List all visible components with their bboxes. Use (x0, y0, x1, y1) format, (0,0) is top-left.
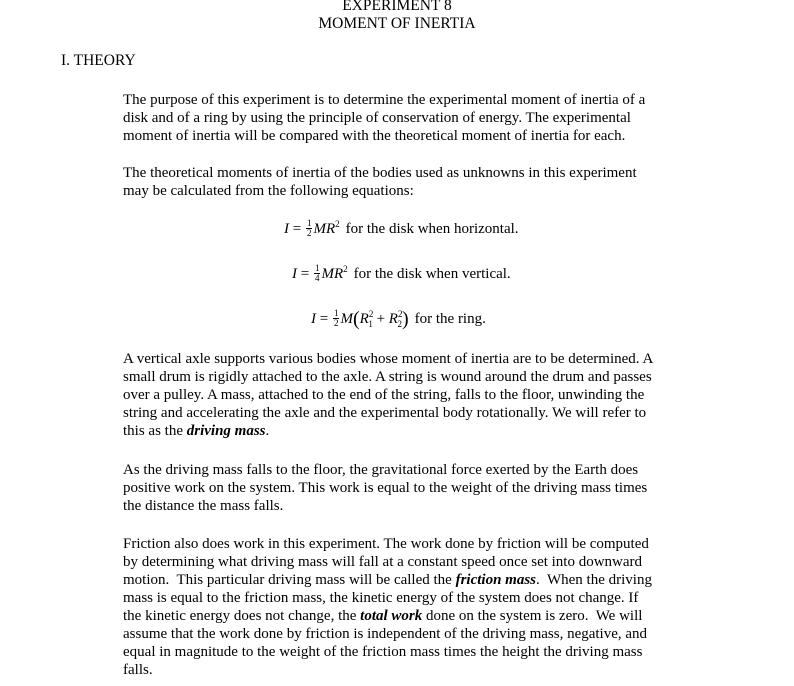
paragraph-theoretical-moments (123, 164, 703, 200)
fraction-denominator: 4 (314, 273, 320, 284)
text-fragment: this as the (123, 423, 187, 439)
eq-exponent: 2 (335, 219, 340, 229)
text-fragment: motion. This particular driving mass will be called the (123, 572, 456, 588)
text-line: small drum is rigidly attached to the axle. A string is wound around the drum and passes (123, 369, 652, 385)
experiment-name-title: MOMENT OF INERTIA (318, 15, 476, 32)
eq-lhs: I (292, 266, 297, 282)
text-fragment: the kinetic energy does not change, the (123, 608, 361, 624)
eq-plus: + (372, 311, 389, 327)
text-line: Friction also does work in this experiment. The work done by friction will be computed (123, 536, 649, 552)
eq-fraction (306, 219, 313, 238)
term-total-work: total work (360, 608, 423, 624)
eq-r2: R (388, 311, 398, 327)
fraction-denominator: 2 (306, 228, 312, 239)
text-line: falls. (123, 662, 153, 678)
text-line: A vertical axle supports various bodies whose moment of inertia are to be determined. A (123, 351, 654, 367)
eq-r2-subscript: 2 (397, 319, 402, 329)
text-line: may be calculated from the following equations: (123, 183, 414, 199)
text-line (123, 571, 703, 589)
eq-body: MR (313, 221, 336, 237)
eq-equals: = (289, 221, 305, 237)
text-line: moment of inertia will be compared with the theoretical moment of inertia for each. (123, 128, 626, 144)
text-line (123, 422, 703, 440)
paragraph-friction (123, 535, 703, 679)
text-fragment: . When the driving (536, 572, 652, 588)
eq-description: for the disk when horizontal. (345, 221, 519, 237)
eq-r2-exponent: 2 (397, 309, 403, 319)
experiment-number-title: EXPERIMENT 8 (342, 0, 452, 14)
equation-disk-vertical (292, 264, 511, 284)
text-line: over a pulley. A mass, attached to the end of the string, falls to the floor, unwinding the (123, 387, 645, 403)
paragraph-apparatus (123, 350, 703, 440)
eq-fraction (333, 309, 340, 328)
text-line: equal in magnitude to the weight of the friction mass times the height the driving mass (123, 644, 643, 660)
text-fragment: . (265, 423, 270, 439)
paragraph-purpose (123, 91, 703, 145)
eq-description: for the disk when vertical. (353, 266, 511, 282)
eq-description: for the ring. (414, 311, 486, 327)
eq-body: MR (321, 266, 344, 282)
eq-equals: = (316, 311, 332, 327)
text-line: disk and of a ring by using the principle of conservation of energy. The experimental (123, 110, 631, 126)
equation-disk-horizontal (284, 219, 519, 239)
eq-equals: = (297, 266, 313, 282)
eq-r1-exponent: 2 (368, 309, 374, 319)
fraction-numerator: 1 (306, 218, 312, 229)
eq-lhs: I (284, 221, 289, 237)
eq-lhs: I (311, 311, 316, 327)
text-line (123, 607, 703, 625)
text-line: positive work on the system. This work is equal to the weight of the driving mass times (123, 480, 648, 496)
term-driving-mass: driving mass (186, 423, 266, 439)
fraction-denominator: 2 (333, 318, 339, 329)
section-heading-theory: I. THEORY (61, 52, 136, 69)
eq-open-paren: ( (352, 308, 360, 330)
fraction-numerator: 1 (314, 263, 320, 274)
eq-exponent: 2 (343, 264, 348, 274)
text-line: The theoretical moments of inertia of the bodies used as unknowns in this experiment (123, 165, 637, 181)
eq-r1: R (359, 311, 369, 327)
text-line: the distance the mass falls. (123, 498, 284, 514)
text-line: mass is equal to the friction mass, the kinetic energy of the system does not change. If (123, 590, 639, 606)
text-line: As the driving mass falls to the floor, the gravitational force exerted by the Earth does (123, 462, 639, 478)
text-fragment: done on the system is zero. We will (422, 608, 643, 624)
term-friction-mass: friction mass (455, 572, 537, 588)
paragraph-gravitational-work (123, 461, 703, 515)
text-line: The purpose of this experiment is to determine the experimental moment of inertia of a (123, 92, 646, 108)
eq-mass: M (340, 311, 353, 327)
equation-ring (311, 309, 486, 329)
text-line: by determining what driving mass will fall at a constant speed once set into downward (123, 554, 643, 570)
eq-r1-subscript: 1 (368, 319, 373, 329)
eq-close-paren: ) (401, 308, 409, 330)
text-line: assume that the work done by friction is independent of the driving mass, negative, and (123, 626, 648, 642)
fraction-numerator: 1 (333, 308, 339, 319)
text-line: string and accelerating the axle and the experimental body rotationally. We will refer to (123, 405, 647, 421)
eq-fraction (314, 264, 321, 283)
